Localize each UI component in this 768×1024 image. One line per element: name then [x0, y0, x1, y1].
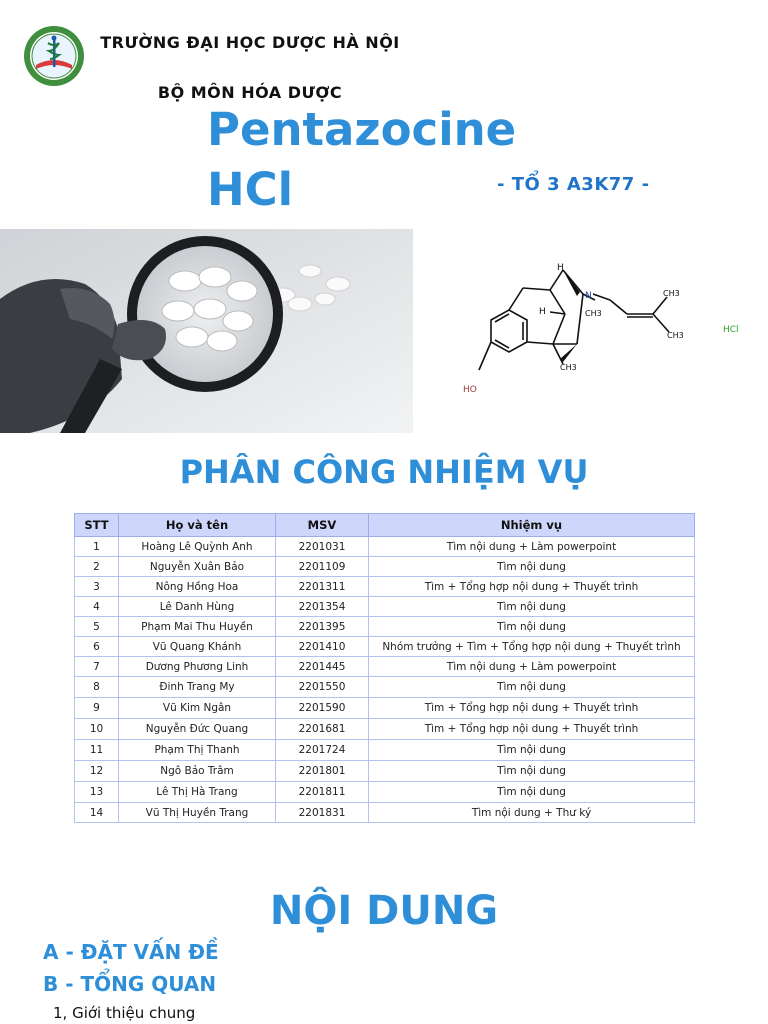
chemical-structure: [445, 252, 750, 407]
cell-name: Hoàng Lê Quỳnh Anh: [119, 537, 276, 557]
school-name: TRƯỜNG ĐẠI HỌC DƯỢC HÀ NỘI: [100, 33, 400, 52]
cell-msv: 2201550: [276, 677, 369, 698]
cell-msv: 2201724: [276, 740, 369, 761]
cell-task: Tìm nội dung + Thư ký: [369, 803, 695, 823]
subitem-text: 1, Giới thiệu chung: [53, 1004, 196, 1022]
structure-h-top-label: H: [557, 263, 564, 273]
table-row: [75, 698, 695, 719]
cell-stt: 2: [75, 557, 119, 577]
structure-h-mid-label: H: [539, 307, 546, 317]
table-row: [75, 577, 695, 597]
cell-task: Tìm nội dung + Làm powerpoint: [369, 657, 695, 677]
cell-stt: 3: [75, 577, 119, 597]
cell-name: Phạm Thị Thanh: [119, 740, 276, 761]
cell-name: Vũ Kim Ngân: [119, 698, 276, 719]
cell-msv: 2201445: [276, 657, 369, 677]
cell-msv: 2201831: [276, 803, 369, 823]
cell-name: Nông Hồng Hoa: [119, 577, 276, 597]
cell-task: Tìm + Tổng hợp nội dung + Thuyết trình: [369, 577, 695, 597]
column-header: MSV: [276, 514, 369, 537]
cell-stt: 4: [75, 597, 119, 617]
cell-stt: 5: [75, 617, 119, 637]
table-row: [75, 557, 695, 577]
cell-msv: 2201811: [276, 782, 369, 803]
university-logo-icon: [22, 25, 86, 87]
section-a-heading: A - ĐẶT VẤN ĐỀ: [43, 940, 219, 964]
cell-stt: 9: [75, 698, 119, 719]
page-title: Pentazocine HCl: [207, 103, 517, 216]
cell-task: Tìm nội dung + Làm powerpoint: [369, 537, 695, 557]
structure-ch3-top-label: CH3: [663, 289, 680, 298]
column-header: Nhiệm vụ: [369, 514, 695, 537]
cell-stt: 12: [75, 761, 119, 782]
structure-ch3-mid-label: CH3: [585, 309, 602, 318]
column-header: STT: [75, 514, 119, 537]
cell-task: Tìm nội dung: [369, 782, 695, 803]
cell-stt: 13: [75, 782, 119, 803]
magnifier-pills-photo: [0, 229, 413, 433]
department-name: BỘ MÔN HÓA DƯỢC: [157, 83, 343, 102]
cell-stt: 7: [75, 657, 119, 677]
cell-task: Tìm + Tổng hợp nội dung + Thuyết trình: [369, 719, 695, 740]
cell-stt: 11: [75, 740, 119, 761]
table-row: [75, 597, 695, 617]
cell-msv: 2201801: [276, 761, 369, 782]
cell-name: Nguyễn Xuân Bảo: [119, 557, 276, 577]
cell-task: Nhóm trưởng + Tìm + Tổng hợp nội dung + Thuyết trình: [369, 637, 695, 657]
cell-name: Vũ Thị Huyền Trang: [119, 803, 276, 823]
structure-hcl-label: HCl: [723, 325, 739, 335]
cell-msv: 2201590: [276, 698, 369, 719]
table-row: [75, 782, 695, 803]
cell-msv: 2201354: [276, 597, 369, 617]
structure-ch3-right-label: CH3: [667, 331, 684, 340]
group-label: - TỔ 3 A3K77 -: [497, 174, 650, 195]
cell-name: Lê Thị Hà Trang: [119, 782, 276, 803]
structure-n-label: N: [585, 291, 592, 301]
cell-name: Đinh Trang My: [119, 677, 276, 698]
structure-ch3-bottom-label: CH3: [560, 363, 577, 372]
structure-ho-label: HO: [463, 385, 477, 395]
table-row: [75, 657, 695, 677]
cell-msv: 2201311: [276, 577, 369, 597]
cell-stt: 1: [75, 537, 119, 557]
cell-stt: 8: [75, 677, 119, 698]
table-row: [75, 761, 695, 782]
cell-name: Lê Danh Hùng: [119, 597, 276, 617]
cell-name: Ngô Bảo Trâm: [119, 761, 276, 782]
cell-msv: 2201395: [276, 617, 369, 637]
table-row: [75, 740, 695, 761]
content-title: NỘI DUNG: [269, 888, 499, 934]
cell-task: Tìm nội dung: [369, 761, 695, 782]
members-table: [74, 513, 695, 823]
table-row: [75, 803, 695, 823]
column-header: Họ và tên: [119, 514, 276, 537]
cell-msv: 2201031: [276, 537, 369, 557]
cell-name: Vũ Quang Khánh: [119, 637, 276, 657]
cell-task: Tìm nội dung: [369, 617, 695, 637]
cell-msv: 2201109: [276, 557, 369, 577]
section-b-heading: B - TỔNG QUAN: [43, 972, 217, 996]
table-row: [75, 617, 695, 637]
cell-task: Tìm nội dung: [369, 740, 695, 761]
assignment-title: PHÂN CÔNG NHIỆM VỤ: [179, 453, 589, 491]
cell-stt: 6: [75, 637, 119, 657]
cell-stt: 14: [75, 803, 119, 823]
cell-name: Phạm Mai Thu Huyền: [119, 617, 276, 637]
table-row: [75, 677, 695, 698]
table-row: [75, 637, 695, 657]
cell-task: Tìm nội dung: [369, 557, 695, 577]
cell-msv: 2201410: [276, 637, 369, 657]
cell-task: Tìm + Tổng hợp nội dung + Thuyết trình: [369, 698, 695, 719]
cell-task: Tìm nội dung: [369, 677, 695, 698]
cell-name: Dương Phương Linh: [119, 657, 276, 677]
cell-stt: 10: [75, 719, 119, 740]
cell-name: Nguyễn Đức Quang: [119, 719, 276, 740]
cell-task: Tìm nội dung: [369, 597, 695, 617]
cell-msv: 2201681: [276, 719, 369, 740]
table-row: [75, 537, 695, 557]
table-header-row: [75, 514, 695, 537]
table-row: [75, 719, 695, 740]
